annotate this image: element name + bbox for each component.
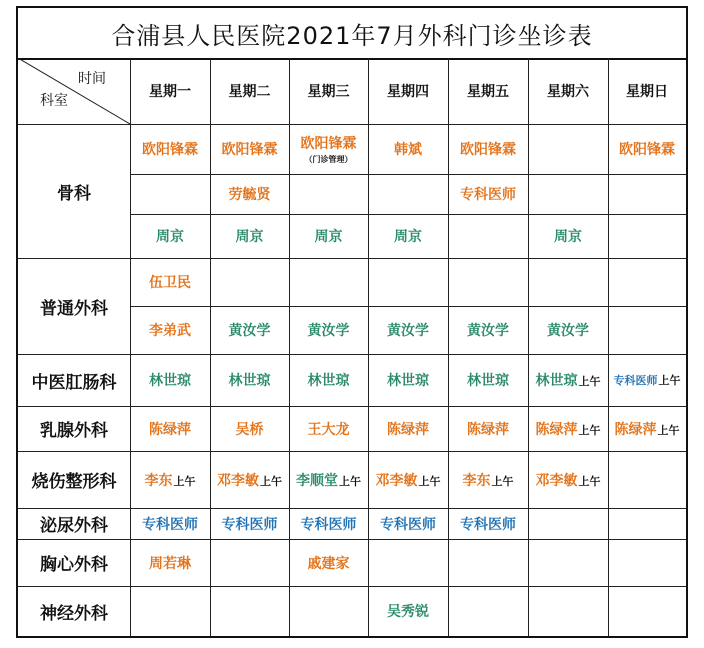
schedule-cell — [289, 306, 368, 354]
schedule-cell — [448, 306, 528, 354]
day-header: 星期三 — [307, 84, 350, 100]
corner-dept-label: 科室 — [40, 93, 68, 109]
doctor-name: 专科医师 — [300, 516, 357, 533]
department-name: 普通外科 — [40, 298, 108, 319]
schedule-cell — [528, 124, 608, 174]
doctor-entry — [460, 184, 516, 204]
page-title: 合浦县人民医院2021年7月外科门诊坐诊表 — [18, 8, 686, 60]
schedule-cell — [130, 214, 210, 258]
doctor-entry — [536, 470, 601, 490]
schedule-cell — [448, 586, 528, 636]
schedule-sheet — [16, 6, 688, 638]
doctor-name: 邓李敏 — [535, 472, 578, 489]
am-label: 上午 — [339, 474, 361, 488]
doctor-entry — [308, 553, 350, 573]
schedule-cell — [448, 406, 528, 451]
schedule-cell — [289, 586, 368, 636]
doctor-entry — [547, 320, 589, 340]
doctor-entry — [467, 419, 509, 439]
schedule-cell — [289, 258, 368, 306]
schedule-cell — [608, 508, 686, 539]
doctor-entry — [463, 470, 514, 490]
am-label: 上午 — [491, 474, 514, 488]
schedule-cell — [608, 539, 686, 586]
doctor-name: 黄汝学 — [467, 323, 509, 339]
doctor-entry — [149, 370, 191, 390]
schedule-cell — [608, 586, 686, 636]
schedule-cell — [210, 586, 289, 636]
doctor-name: 欧阳锋霖 — [619, 142, 675, 158]
schedule-cell — [528, 258, 608, 306]
doctor-entry — [315, 226, 343, 246]
doctor-name: 欧阳锋霖 — [221, 142, 278, 158]
schedule-cell — [210, 451, 289, 508]
doctor-name: 邓李敏 — [375, 472, 418, 489]
schedule-cell — [130, 586, 210, 636]
doctor-name: 李东 — [462, 472, 491, 489]
doctor-entry — [615, 419, 680, 439]
schedule-cell — [368, 451, 448, 508]
doctor-entry — [614, 372, 681, 388]
doctor-name: 专科医师 — [613, 374, 658, 387]
am-label: 上午 — [173, 474, 196, 488]
department-name: 泌尿外科 — [40, 516, 108, 536]
doctor-entry — [308, 320, 350, 340]
schedule-cell — [289, 508, 368, 539]
doctor-entry — [296, 470, 361, 490]
schedule-cell — [210, 539, 289, 586]
schedule-cell — [289, 174, 368, 214]
schedule-cell — [210, 124, 289, 174]
department-name: 乳腺外科 — [40, 421, 108, 441]
schedule-cell — [368, 258, 448, 306]
doctor-entry — [536, 370, 601, 390]
doctor-entry — [142, 514, 198, 534]
am-label: 上午 — [578, 423, 601, 437]
schedule-cell — [528, 354, 608, 406]
am-label: 上午 — [578, 375, 601, 388]
schedule-cell — [608, 174, 686, 214]
doctor-entry — [387, 370, 429, 390]
doctor-entry — [222, 139, 278, 159]
doctor-name: 黄汝学 — [307, 323, 350, 339]
schedule-cell — [368, 354, 448, 406]
doctor-name: 劳毓贤 — [228, 187, 271, 203]
doctor-entry — [142, 139, 198, 159]
doctor-entry — [156, 226, 184, 246]
doctor-name: 欧阳锋霖 — [142, 142, 198, 158]
schedule-cell — [528, 406, 608, 451]
doctor-name: 专科医师 — [460, 516, 516, 533]
doctor-name: 林世琼 — [535, 373, 578, 389]
schedule-cell — [448, 539, 528, 586]
schedule-cell — [130, 508, 210, 539]
schedule-cell — [448, 354, 528, 406]
schedule-cell — [528, 539, 608, 586]
doctor-entry — [229, 370, 271, 390]
doctor-entry — [376, 470, 441, 490]
doctor-entry — [229, 320, 271, 340]
schedule-cell — [289, 124, 368, 174]
schedule-cell — [289, 406, 368, 451]
doctor-entry — [387, 320, 429, 340]
day-header: 星期日 — [626, 84, 668, 100]
schedule-cell — [210, 214, 289, 258]
schedule-cell — [130, 451, 210, 508]
day-header: 星期五 — [467, 84, 509, 100]
doctor-entry — [394, 226, 422, 246]
doctor-entry — [380, 514, 436, 534]
am-label: 上午 — [578, 474, 601, 488]
schedule-cell — [528, 586, 608, 636]
doctor-entry — [387, 601, 429, 621]
doctor-entry — [217, 470, 282, 490]
schedule-cell — [210, 258, 289, 306]
doctor-entry — [149, 419, 191, 439]
doctor-name: 欧阳锋霖 — [460, 142, 516, 158]
am-label: 上午 — [657, 423, 680, 437]
department-name: 胸心外科 — [40, 555, 108, 575]
doctor-entry — [536, 419, 601, 439]
schedule-cell — [368, 174, 448, 214]
day-header: 星期一 — [149, 84, 191, 100]
schedule-cell — [448, 214, 528, 258]
doctor-entry — [145, 470, 196, 490]
doctor-note: （门诊管理） — [304, 155, 353, 164]
schedule-cell — [130, 258, 210, 306]
schedule-cell — [210, 306, 289, 354]
doctor-entry — [301, 514, 357, 534]
schedule-cell — [210, 354, 289, 406]
schedule-cell — [210, 508, 289, 539]
doctor-name: 吴桥 — [235, 421, 264, 438]
doctor-name: 专科医师 — [142, 516, 198, 533]
day-header: 星期四 — [387, 84, 429, 100]
doctor-name: 李顺堂 — [296, 472, 338, 489]
am-label: 上午 — [260, 474, 282, 488]
schedule-cell — [608, 258, 686, 306]
doctor-entry — [149, 272, 191, 292]
schedule-cell — [130, 124, 210, 174]
doctor-name: 李东 — [144, 472, 173, 489]
doctor-name: 陈绿萍 — [467, 421, 509, 438]
schedule-cell — [608, 214, 686, 258]
doctor-name: 吴秀锐 — [387, 604, 429, 620]
doctor-name: 陈绿萍 — [614, 421, 657, 438]
doctor-name: 林世琼 — [387, 373, 429, 389]
doctor-name: 周京 — [394, 229, 422, 245]
department-name: 中医肛肠科 — [31, 372, 117, 393]
doctor-name: 陈绿萍 — [535, 421, 578, 438]
doctor-entry — [308, 370, 350, 390]
doctor-name: 韩斌 — [394, 142, 422, 158]
doctor-name: 专科医师 — [460, 187, 516, 203]
schedule-cell — [130, 406, 210, 451]
doctor-name: 李弟武 — [149, 323, 191, 339]
doctor-name: 周京 — [156, 229, 184, 245]
doctor-name: 黄汝学 — [228, 323, 271, 339]
doctor-entry — [619, 139, 675, 159]
doctor-entry — [236, 419, 264, 439]
schedule-cell — [448, 174, 528, 214]
corner-time-label: 时间 — [78, 71, 106, 87]
schedule-cell — [368, 406, 448, 451]
doctor-name: 邓李敏 — [217, 472, 259, 489]
doctor-name: 专科医师 — [380, 516, 436, 533]
department-name: 烧伤整形科 — [31, 472, 117, 492]
doctor-name: 周京 — [554, 229, 582, 245]
schedule-cell — [608, 306, 686, 354]
day-header: 星期二 — [228, 84, 271, 100]
doctor-entry — [554, 226, 582, 246]
doctor-name: 周京 — [235, 229, 264, 245]
corner-diagonal — [18, 58, 130, 124]
day-header: 星期六 — [547, 84, 589, 100]
schedule-cell — [210, 174, 289, 214]
schedule-cell — [289, 214, 368, 258]
doctor-name: 周若琳 — [149, 555, 191, 572]
schedule-cell — [608, 451, 686, 508]
doctor-name: 陈绿萍 — [149, 421, 191, 438]
schedule-cell — [130, 306, 210, 354]
doctor-name: 黄汝学 — [387, 323, 429, 339]
doctor-name: 陈绿萍 — [387, 421, 429, 438]
schedule-cell — [448, 508, 528, 539]
schedule-cell — [528, 214, 608, 258]
schedule-cell — [368, 306, 448, 354]
schedule-cell — [528, 508, 608, 539]
doctor-entry — [301, 133, 357, 153]
am-label: 上午 — [418, 474, 441, 488]
schedule-cell — [448, 124, 528, 174]
schedule-cell — [289, 539, 368, 586]
doctor-entry — [467, 320, 509, 340]
schedule-cell — [289, 354, 368, 406]
doctor-name: 黄汝学 — [547, 323, 589, 339]
schedule-cell — [448, 451, 528, 508]
department-name: 骨科 — [57, 183, 91, 204]
schedule-cell — [608, 406, 686, 451]
doctor-name: 王大龙 — [307, 421, 350, 438]
doctor-entry — [229, 184, 271, 204]
am-label: 上午 — [658, 374, 681, 387]
doctor-entry — [387, 419, 429, 439]
schedule-cell — [608, 124, 686, 174]
department-name: 神经外科 — [40, 603, 108, 624]
schedule-cell — [528, 306, 608, 354]
schedule-cell — [448, 258, 528, 306]
schedule-cell — [608, 354, 686, 406]
doctor-name: 伍卫民 — [149, 275, 191, 291]
doctor-entry — [149, 320, 191, 340]
doctor-name: 林世琼 — [149, 373, 191, 389]
doctor-entry — [149, 553, 191, 573]
schedule-cell — [289, 451, 368, 508]
doctor-name: 欧阳锋霖 — [300, 136, 357, 152]
doctor-name: 专科医师 — [221, 516, 278, 533]
schedule-cell — [528, 174, 608, 214]
doctor-entry — [308, 419, 350, 439]
schedule-cell — [368, 124, 448, 174]
doctor-entry — [394, 139, 422, 159]
doctor-name: 林世琼 — [467, 373, 509, 389]
doctor-entry — [467, 370, 509, 390]
doctor-entry — [460, 139, 516, 159]
schedule-cell — [368, 586, 448, 636]
schedule-cell — [368, 214, 448, 258]
doctor-name: 周京 — [314, 229, 343, 245]
schedule-cell — [130, 539, 210, 586]
doctor-name: 林世琼 — [307, 373, 350, 389]
doctor-entry — [236, 226, 264, 246]
schedule-cell — [368, 539, 448, 586]
schedule-cell — [210, 406, 289, 451]
doctor-entry — [222, 514, 278, 534]
schedule-cell — [130, 354, 210, 406]
schedule-cell — [528, 451, 608, 508]
schedule-cell — [368, 508, 448, 539]
schedule-cell — [130, 174, 210, 214]
doctor-entry — [460, 514, 516, 534]
doctor-name: 戚建家 — [307, 555, 350, 572]
doctor-name: 林世琼 — [228, 373, 271, 389]
